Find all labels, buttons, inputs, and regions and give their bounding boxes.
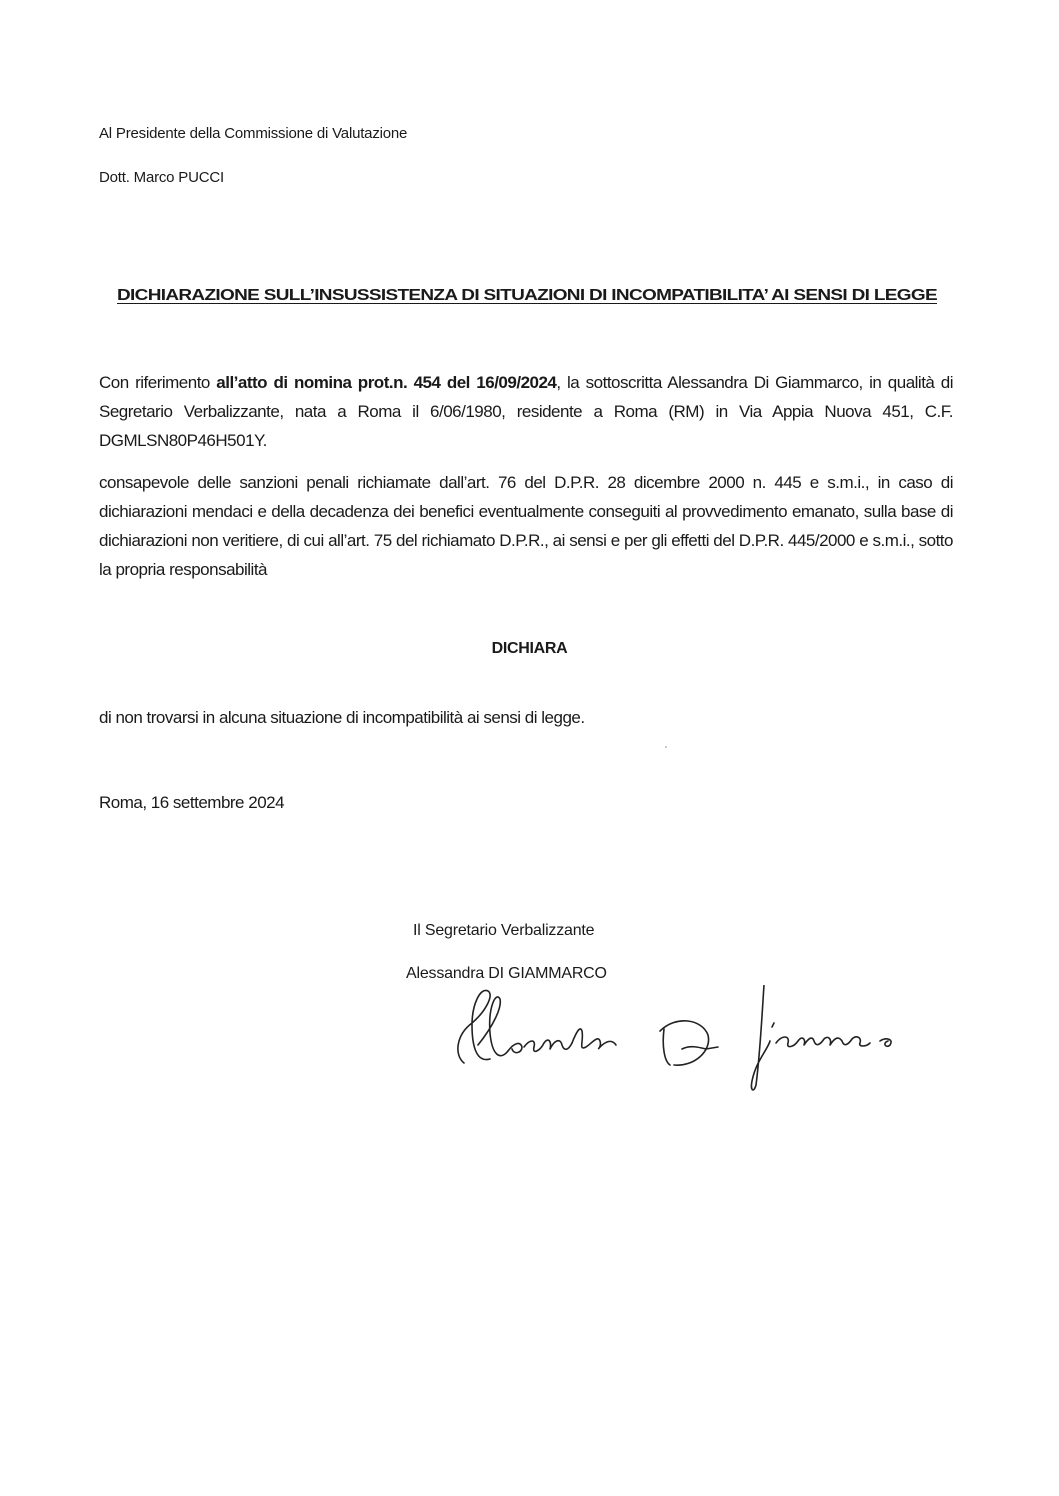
place-date: Roma, 16 settembre 2024 xyxy=(99,793,285,812)
scan-speck xyxy=(665,746,667,748)
paragraph-awareness: consapevole delle sanzioni penali richiamate dall’art. 76 del D.P.R. 28 dicembre 2000 n. 445 e s.m.i., in caso di dichiarazioni mendaci e della decadenza dei benefici eventualmente conseguiti al provvedimento emanato, sulla base di dichiarazioni non veritiere, di cui all’art. 75 del richiamato D.P.R., ai sensi e per gli effetti del D.P.R. 445/2000 e s.m.i., sotto la propria responsabilità xyxy=(99,473,953,579)
paragraph-reference-bold: all’atto di nomina prot.n. 454 del 16/09/2024 xyxy=(216,373,557,392)
signatory-name: Alessandra DI GIAMMARCO xyxy=(406,965,607,982)
declaration-text: di non trovarsi in alcuna situazione di incompatibilità ai sensi di legge. xyxy=(99,708,585,727)
paragraph-reference-prefix: Con riferimento xyxy=(99,373,217,392)
recipient-line-2: Dott. Marco PUCCI xyxy=(99,169,224,186)
signatory-role: Il Segretario Verbalizzante xyxy=(413,922,595,939)
paragraph-reference-suffix: , la sottoscritta Alessandra Di Giammarco, in qualità di Segretario Verbalizzante, nata a Roma il 6/06/1980, residente a Roma (RM) in Via Appia Nuova 451, C.F. DGMLSN80P46H501Y. xyxy=(99,373,954,450)
handwritten-signature xyxy=(450,985,920,1095)
document-title: DICHIARAZIONE SULL’INSUSSISTENZA DI SITUAZIONI DI INCOMPATIBILITA’ AI SENSI DI LEGGE xyxy=(117,287,937,304)
declares-heading: DICHIARA xyxy=(491,640,568,657)
paragraph-reference xyxy=(99,368,953,455)
recipient-line-1: Al Presidente della Commissione di Valutazione xyxy=(99,125,408,142)
